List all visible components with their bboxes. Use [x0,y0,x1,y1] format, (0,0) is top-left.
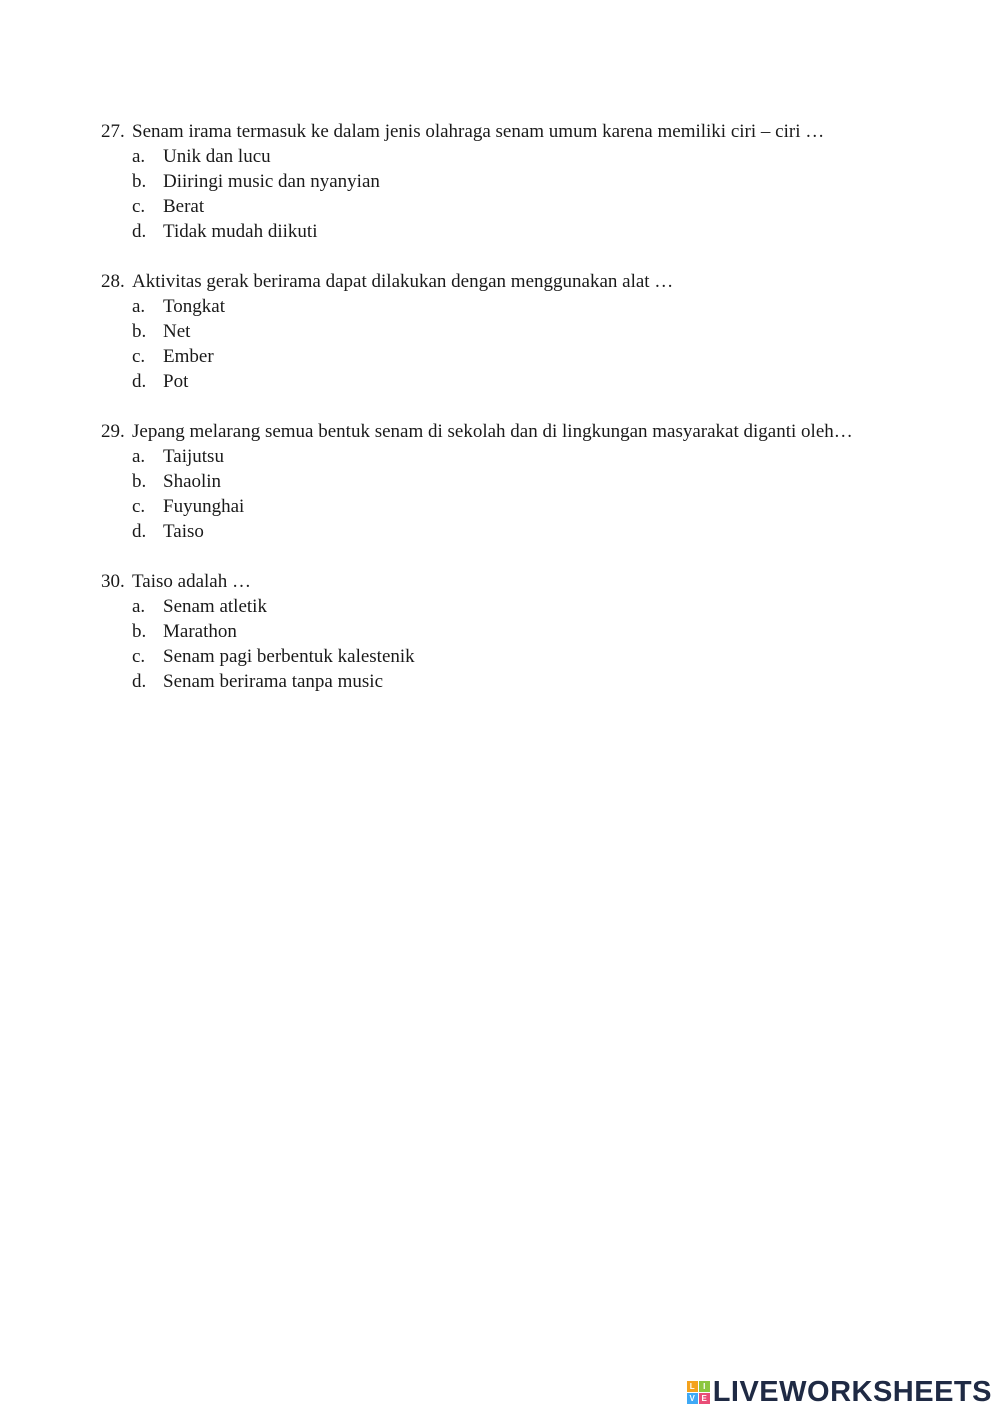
question-text: Senam irama termasuk ke dalam jenis olahraga senam umum karena memiliki ciri – ciri … [132,121,825,142]
option-letter: c. [132,646,146,667]
option-text: Diiringi music dan nyanyian [163,171,380,192]
option-a[interactable] [0,144,1000,169]
option-letter: a. [132,596,146,617]
option-text: Ember [163,346,214,367]
question-28 [0,269,1000,394]
logo-cell: V [687,1393,698,1404]
option-text: Senam atletik [163,596,267,617]
question-27 [0,119,1000,244]
option-b[interactable] [0,469,1000,494]
option-a[interactable] [0,594,1000,619]
question-29 [0,419,1000,544]
option-letter: b. [132,621,147,642]
option-c[interactable] [0,194,1000,219]
option-letter: c. [132,346,146,367]
option-letter: b. [132,171,147,192]
option-text: Tongkat [163,296,225,317]
option-letter: d. [132,371,147,392]
option-c[interactable] [0,344,1000,369]
option-letter: a. [132,296,146,317]
option-b[interactable] [0,619,1000,644]
option-letter: c. [132,196,146,217]
question-30 [0,569,1000,694]
watermark-text: LIVEWORKSHEETS [712,1376,992,1408]
option-text: Senam pagi berbentuk kalestenik [163,646,415,667]
logo-cell: L [687,1381,698,1392]
option-d[interactable] [0,219,1000,244]
option-letter: d. [132,521,147,542]
option-text: Fuyunghai [163,496,245,517]
option-a[interactable] [0,294,1000,319]
liveworksheets-logo-icon [687,1381,710,1404]
question-number: 29. [101,421,125,442]
logo-cell: I [699,1381,710,1392]
option-letter: a. [132,146,146,167]
option-d[interactable] [0,519,1000,544]
option-list [0,144,1000,244]
option-text: Senam berirama tanpa music [163,671,384,692]
option-letter: a. [132,446,146,467]
question-text: Taiso adalah … [132,571,251,592]
option-letter: c. [132,496,146,517]
option-letter: d. [132,671,147,692]
question-number: 27. [101,121,125,142]
logo-cell: E [699,1393,710,1404]
option-text: Tidak mudah diikuti [163,221,318,242]
option-b[interactable] [0,319,1000,344]
option-text: Berat [163,196,205,217]
option-letter: b. [132,471,147,492]
question-text: Jepang melarang semua bentuk senam di sekolah dan di lingkungan masyarakat diganti oleh… [132,421,853,442]
option-a[interactable] [0,444,1000,469]
option-text: Taiso [163,521,204,542]
option-list [0,594,1000,694]
option-d[interactable] [0,369,1000,394]
option-b[interactable] [0,169,1000,194]
liveworksheets-watermark [687,1378,992,1407]
option-c[interactable] [0,644,1000,669]
option-list [0,294,1000,394]
question-number: 28. [101,271,125,292]
worksheet [0,119,1000,719]
question-number: 30. [101,571,125,592]
option-c[interactable] [0,494,1000,519]
option-text: Taijutsu [163,446,224,467]
option-letter: b. [132,321,147,342]
option-list [0,444,1000,544]
option-d[interactable] [0,669,1000,694]
option-letter: d. [132,221,147,242]
option-text: Pot [163,371,189,392]
option-text: Shaolin [163,471,222,492]
question-text: Aktivitas gerak berirama dapat dilakukan dengan menggunakan alat … [132,271,674,292]
option-text: Unik dan lucu [163,146,271,167]
option-text: Marathon [163,621,237,642]
option-text: Net [163,321,191,342]
